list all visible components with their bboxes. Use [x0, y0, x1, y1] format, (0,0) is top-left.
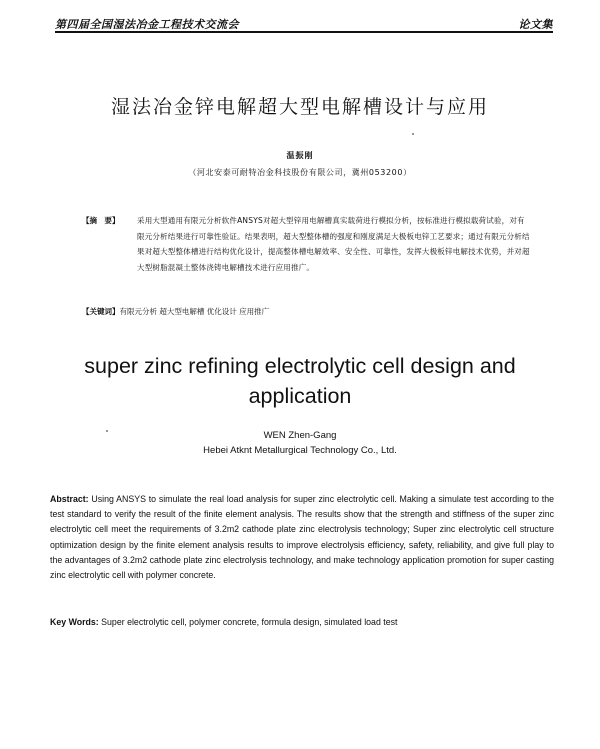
scan-speck	[106, 430, 108, 432]
paper-title-chinese: 湿法冶金锌电解超大型电解槽设计与应用	[110, 96, 489, 118]
running-header	[55, 16, 553, 30]
abstract-chinese-label: 【摘 要】	[82, 216, 120, 225]
keywords-english-text: Super electrolytic cell, polymer concrete, formula design, simulated load test	[101, 617, 398, 627]
keywords-english-label: Key Words:	[50, 617, 99, 627]
affiliation-english: Hebei Atknt Metallurgical Technology Co., Ltd.	[203, 445, 397, 456]
keywords-chinese	[82, 306, 269, 317]
keywords-english	[50, 617, 554, 627]
abstract-chinese	[82, 213, 530, 275]
author-chinese: 温振刚	[286, 151, 314, 160]
affiliation-chinese: （河北安泰可耐特冶金科技股份有限公司，冀州053200）	[188, 168, 412, 177]
abstract-english-label: Abstract:	[50, 494, 89, 504]
paper-title-english: super zinc refining electrolytic cell design and application	[84, 354, 516, 408]
author-english: WEN Zhen-Gang	[263, 430, 337, 441]
collection-label: 论文集	[518, 18, 553, 31]
conference-name: 第四届全国湿法冶金工程技术交流会	[55, 18, 239, 31]
abstract-chinese-text: 采用大型通用有限元分析软件ANSYS对超大型锌用电解槽真实载荷进行模拟分析，按标准进行模拟载荷试验，对有限元分析结果进行可靠性验证。结果表明，超大型整体槽的强度和刚度满足大极板电锌工艺要求；通过有限元分析结果对超大型整体槽进行结构优化设计，提高整体槽电解效率、安全性、可靠性，发挥大极板锌电解技术优势，并对超大型树脂混凝土整体浇铸电解槽技术进行应用推广。	[137, 216, 530, 272]
abstract-english-text: Using ANSYS to simulate the real load analysis for super zinc electrolytic cell. Making a simulate test according to the test standard to verify the result of the finite element analysis. The results show that the strength and stiffness of the super zinc electrolytic cell meet the requirements of 3.2m2 cathode plate zinc electrolysis technology; Super zinc electrolytic cell structure optimization design by the finite element analysis results to improve electrolysis efficiency, safety, reliability, and give full play to the advantages of 3.2m2 cathode plate zinc electrolysis technology, and make technology application promotion for super casting zinc electrolytic cell with polymer concrete.	[50, 494, 554, 581]
abstract-english	[50, 492, 554, 583]
header-rule	[55, 31, 553, 33]
scan-speck	[412, 133, 414, 135]
keywords-chinese-text: 有限元分析 超大型电解槽 优化设计 应用推广	[119, 307, 270, 316]
keywords-chinese-label: 【关键词】	[82, 307, 120, 316]
